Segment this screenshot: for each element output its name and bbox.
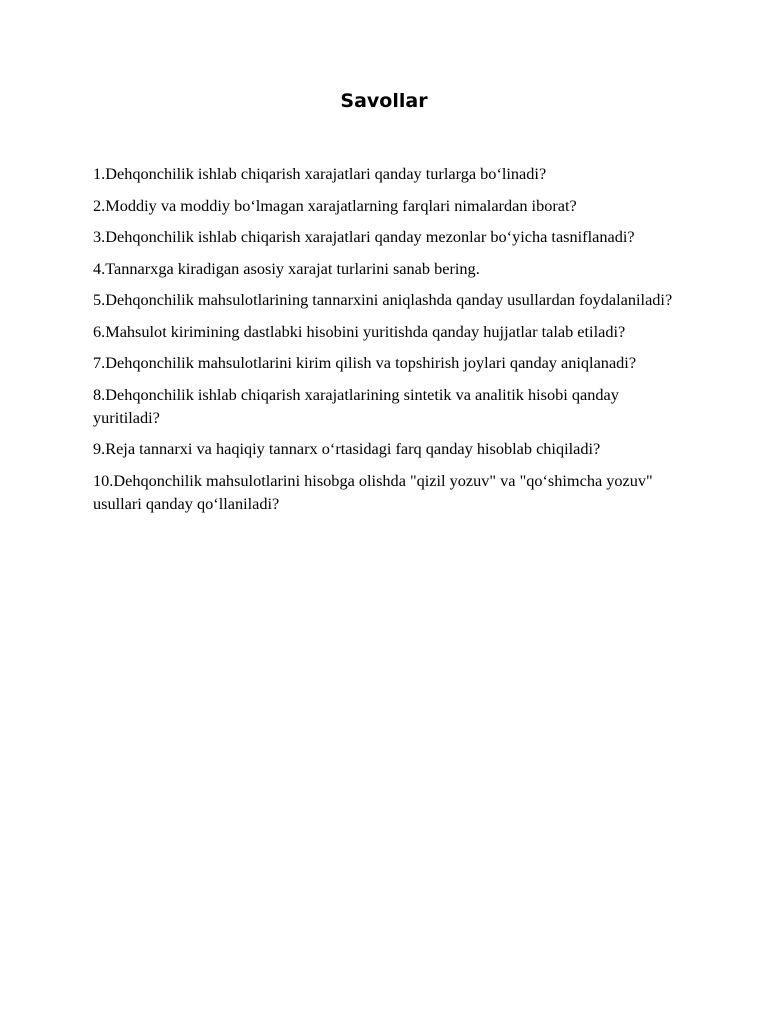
question-item: 10.Dehqonchilik mahsulotlarini hisobga olishda "qizil yozuv" va "qo‘shimcha yozuv" usullari qanday qo‘llaniladi? — [93, 470, 653, 513]
question-item: 7.Dehqonchilik mahsulotlarini kirim qilish va topshirish joylari qanday aniqlanadi? — [93, 353, 637, 372]
question-item: 9.Reja tannarxi va haqiqiy tannarx o‘rtasidagi farq qanday hisoblab chiqiladi? — [93, 439, 601, 458]
question-item: 4.Tannarxga kiradigan asosiy xarajat turlarini sanab bering. — [93, 258, 480, 278]
question-item: 2.Moddiy va moddiy bo‘lmagan xarajatlarning farqlari nimalardan iborat? — [93, 195, 577, 215]
question-item: 5.Dehqonchilik mahsulotlarining tannarxini aniqlashda qanday usullardan foydalaniladi? — [93, 290, 673, 309]
page-title: Savollar — [340, 90, 428, 112]
question-item: 8.Dehqonchilik ishlab chiqarish xarajatlarining sintetik va analitik hisobi qanday yuritiladi? — [93, 384, 619, 427]
question-item: 1.Dehqonchilik ishlab chiqarish xarajatlari qanday turlarga bo‘linadi? — [93, 164, 547, 183]
question-list — [93, 162, 683, 523]
question-item: 6.Mahsulot kirimining dastlabki hisobini yuritishda qanday hujjatlar talab etiladi? — [93, 321, 626, 341]
question-item: 3.Dehqonchilik ishlab chiqarish xarajatlari qanday mezonlar bo‘yicha tasniflanadi? — [93, 227, 635, 246]
